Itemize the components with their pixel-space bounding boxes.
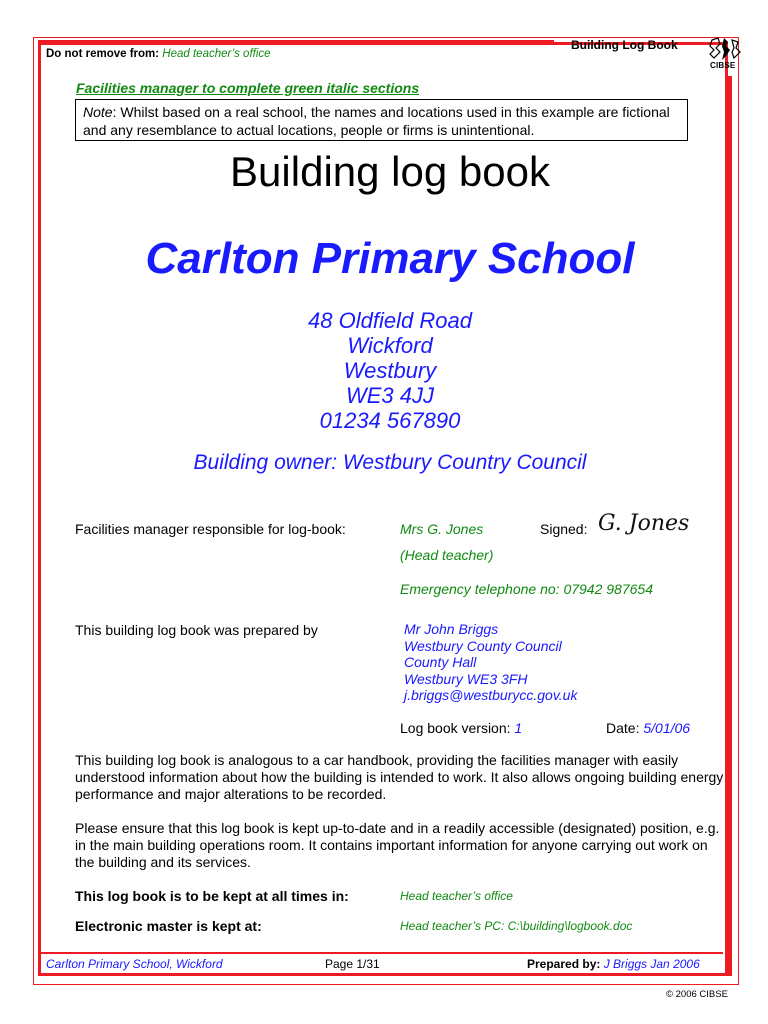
electronic-master-label: Electronic master is kept at: <box>75 918 262 934</box>
do-not-remove-label: Do not remove from: <box>46 48 160 60</box>
facilities-heading: Facilities manager to complete green italic sections <box>76 80 420 96</box>
note-box <box>75 99 688 141</box>
do-not-remove-notice <box>46 48 271 60</box>
footer-school: Carlton Primary School, Wickford <box>46 957 223 971</box>
instructions-paragraph: Please ensure that this log book is kept up-to-date and in a readily accessible (designated) position, e.g. in the main building operations room. It contains important information for anyone carrying out work on the building and its services. <box>75 820 720 870</box>
building-owner: Building owner: Westbury Country Council <box>193 451 587 474</box>
signature: G. Jones <box>598 511 690 536</box>
version-value: 1 <box>514 720 523 736</box>
preparer-line: County Hall <box>404 654 477 671</box>
address-line: Westbury <box>343 358 437 383</box>
address-phone: 01234 567890 <box>319 408 461 433</box>
school-name: Carlton Primary School <box>145 234 635 283</box>
date-label: Date: <box>606 720 640 736</box>
footer-prepared-by <box>527 957 700 971</box>
footer-divider <box>41 952 723 954</box>
footer-prepared-label: Prepared by: <box>527 957 601 971</box>
do-not-remove-location: Head teacher’s office <box>162 48 271 60</box>
facilities-manager-label: Facilities manager responsible for log-book: <box>75 521 346 537</box>
address-line: WE3 4JJ <box>345 383 435 408</box>
frame-right-bar <box>726 76 732 976</box>
logo-text: CIBSE <box>710 61 736 70</box>
cibse-logo <box>706 36 746 74</box>
log-book-date <box>606 720 690 736</box>
note-text: : Whilst based on a real school, the names and locations used in this example are fictional and any resemblance to actual locations, people or firms is unintentional. <box>83 104 670 138</box>
emergency-phone: Emergency telephone no: 07942 987654 <box>400 581 653 597</box>
version-label: Log book version: <box>400 720 511 736</box>
log-book-version <box>400 720 522 736</box>
document-title: Building log book <box>230 148 550 195</box>
preparer-email: j.briggs@westburycc.gov.uk <box>404 687 578 704</box>
doc-short-title: Building Log Book <box>571 38 678 52</box>
preparer-line: Westbury WE3 3FH <box>404 670 528 687</box>
electronic-master-value: Head teacher’s PC: C:\building\logbook.doc <box>400 919 633 933</box>
facilities-manager-role: (Head teacher) <box>400 547 494 563</box>
copyright: © 2006 CIBSE <box>666 989 728 1000</box>
crest-icon <box>706 36 742 62</box>
preparer-line: Mr John Briggs <box>404 621 499 637</box>
intro-paragraph: This building log book is analogous to a car handbook, providing the facilities manager with easily understood information about how the building is intended to work. It also allows ongoing building energy performance and major alterations to be recorded. <box>75 752 724 802</box>
page-number: Page 1/31 <box>325 957 380 971</box>
kept-location-label: This log book is to be kept at all times in: <box>75 888 349 904</box>
prepared-by-label: This building log book was prepared by <box>75 622 318 638</box>
preparer-line: Westbury County Council <box>404 637 562 654</box>
footer-prepared-value: J Briggs Jan 2006 <box>603 957 700 971</box>
address-line: 48 Oldfield Road <box>308 308 472 333</box>
preparer-details <box>404 621 577 704</box>
note-label: Note <box>83 104 113 120</box>
school-address <box>0 308 768 433</box>
date-value: 5/01/06 <box>643 720 691 736</box>
signed-label: Signed: <box>540 521 588 537</box>
kept-location-value: Head teacher’s office <box>400 889 513 903</box>
frame-top-bar <box>38 40 554 45</box>
address-line: Wickford <box>347 333 433 358</box>
facilities-manager-name: Mrs G. Jones <box>400 521 484 537</box>
